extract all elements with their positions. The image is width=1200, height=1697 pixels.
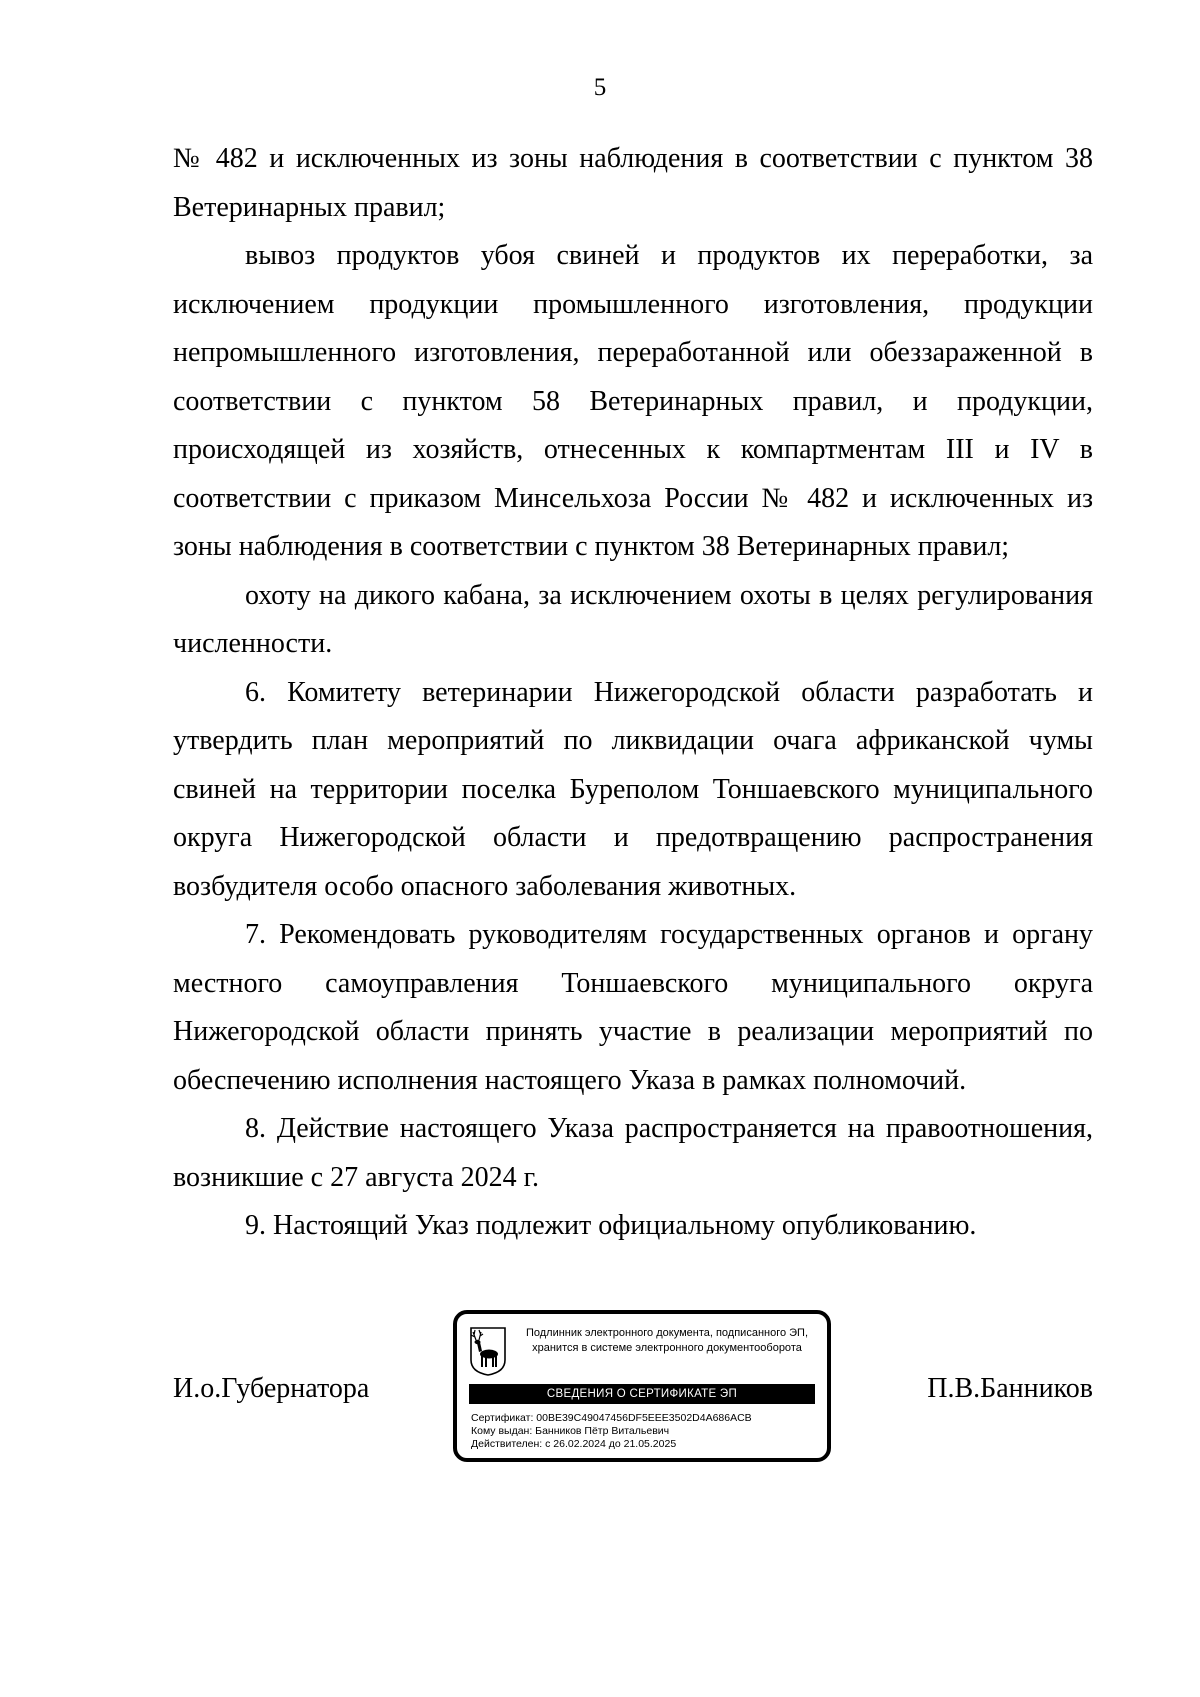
stamp-header [513,1326,821,1356]
signature-block [173,1310,1093,1470]
paragraph-item-9: 9. Настоящий Указ подлежит официальному опубликованию. [245,1210,977,1241]
signatory-name: П.В.Банников [927,1373,1093,1404]
paragraph-continuation: № 482 и исключенных из зоны наблюдения в соответствии с пунктом 38 Ветеринарных правил; [173,143,1093,223]
paragraph-export-products: вывоз продуктов убоя свиней и продуктов их переработки, за исключением продукции промышленного изготовления, продукции непромышленного изготовления, переработанной или обеззараженной в соответствии с пунктом 58 Ветеринарных правил, и продукции, происходящей из хозяйств, отнесенных к компартментам III и IV в соответствии с приказом Минсельхоза России № 482 и исключенных из зоны наблюдения в соответствии с пунктом 38 Ветеринарных правил; [173,240,1093,562]
paragraph-hunting: охоту на дикого кабана, за исключением охоты в целях регулирования численности. [173,579,1093,659]
deer-coat-of-arms-icon [469,1326,507,1376]
stamp-header-line-2: хранится в системе электронного документооборота [532,1342,802,1354]
certificate-details [471,1412,821,1451]
page-number: 5 [593,74,607,101]
paragraph-item-6: 6. Комитету ветеринарии Нижегородской области разработать и утвердить план мероприятий по ликвидации очага африканской чумы свиней на территории поселка Буреполом Тоншаевского муниципального округа Нижегородской области и предотвращению распространения возбудителя особо опасного заболевания животных. [173,676,1093,902]
paragraph-item-7: 7. Рекомендовать руководителям государственных органов и органу местного самоуправления Тоншаевского муниципального округа Нижегородской области принять участие в реализации мероприятий по обеспечению исполнения настоящего Указа в рамках полномочий. [173,919,1093,1096]
certificate-validity: Действителен: с 26.02.2024 до 21.05.2025 [471,1438,677,1450]
paragraph-item-8: 8. Действие настоящего Указа распространяется на правоотношения, возникшие с 27 августа 2024 г. [173,1113,1093,1193]
document-body [173,135,1093,1251]
electronic-signature-stamp [453,1310,831,1462]
stamp-header-line-1: Подлинник электронного документа, подписанного ЭП, [525,1327,809,1339]
certificate-holder: Кому выдан: Банников Пётр Витальевич [471,1425,670,1437]
certificate-number: Сертификат: 00BE39C49047456DF5EEE3502D4A686ACB [471,1412,752,1424]
signatory-title: И.о.Губернатора [173,1373,370,1404]
certificate-info-bar: СВЕДЕНИЯ О СЕРТИФИКАТЕ ЭП [469,1384,815,1404]
